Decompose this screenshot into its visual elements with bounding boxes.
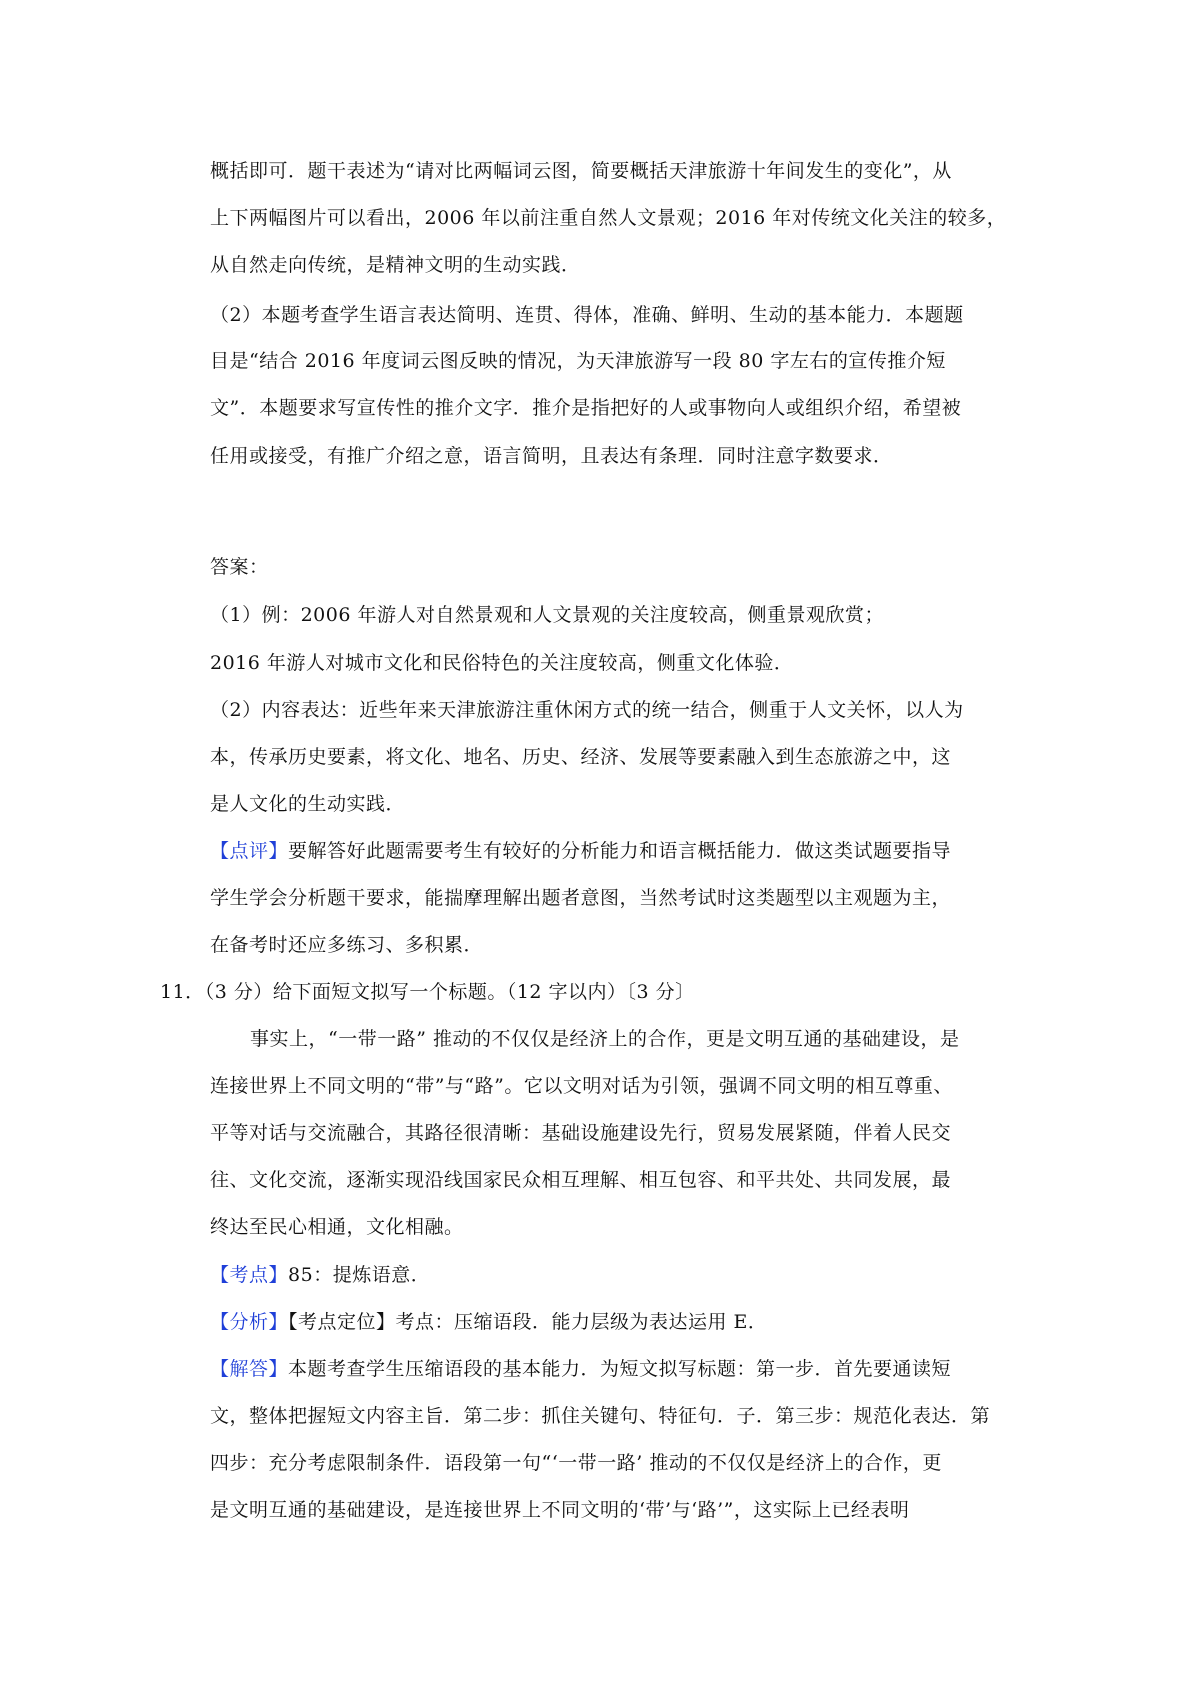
analysis-line: 任用或接受，有推广介绍之意，语言简明，且表达有条理．同时注意字数要求． — [210, 445, 893, 467]
kaodian-text: 85：提炼语意． — [288, 1264, 431, 1286]
passage-line: 终达至民心相通，文化相融。 — [210, 1216, 464, 1238]
kaodian-tag: 【考点】 — [210, 1264, 289, 1286]
jieda-line — [210, 1356, 951, 1382]
analysis-line: 目是“结合 2016 年度词云图反映的情况，为天津旅游写一段 80 字左右的宣传推介短 — [210, 350, 946, 372]
jieda-line: 是文明互通的基础建设，是连接世界上不同文明的‘带’与‘路’”，这实际上已经表明 — [210, 1499, 910, 1521]
analysis-line: 从自然走向传统，是精神文明的生动实践． — [210, 254, 581, 276]
answer-line: 是人文化的生动实践． — [210, 793, 406, 815]
answer-line: 2016 年游人对城市文化和民俗特色的关注度较高，侧重文化体验． — [210, 652, 794, 674]
analysis-line: 上下两幅图片可以看出，2006 年以前注重自然人文景观；2016 年对传统文化关注的较多， — [210, 207, 1007, 229]
comment-text: 要解答好此题需要考生有较好的分析能力和语言概括能力．做这类试题要指导 — [288, 840, 952, 862]
fenxi-text: 【考点定位】考点：压缩语段．能力层级为表达运用 E． — [288, 1311, 768, 1333]
passage-line: 平等对话与交流融合，其路径很清晰：基础设施建设先行，贸易发展紧随，伴着人民交 — [210, 1122, 952, 1144]
question-stem: （3 分）给下面短文拟写一个标题。（12 字以内）〔3 分〕 — [204, 981, 695, 1003]
comment-line — [210, 838, 951, 864]
fenxi-tag: 【分析】 — [210, 1311, 289, 1333]
jieda-tag: 【解答】 — [210, 1358, 289, 1380]
question-stem-line — [160, 979, 695, 1005]
analysis-line: （2）本题考查学生语言表达简明、连贯、得体，准确、鲜明、生动的基本能力．本题题 — [210, 304, 964, 326]
question-number: 11． — [160, 981, 205, 1003]
passage-line: 事实上，“一带一路” 推动的不仅仅是经济上的合作，更是文明互通的基础建设，是 — [250, 1028, 960, 1050]
analysis-line: 文”．本题要求写宣传性的推介文字．推介是指把好的人或事物向人或组织介绍，希望被 — [210, 397, 962, 419]
answer-label: 答案： — [210, 556, 269, 578]
jieda-line: 文，整体把握短文内容主旨．第二步：抓住关键句、特征句．子．第三步：规范化表达．第 — [210, 1405, 991, 1427]
kaodian-line — [210, 1262, 430, 1288]
passage-line: 连接世界上不同文明的“带”与“路”。它以文明对话为引领，强调不同文明的相互尊重、 — [210, 1075, 953, 1097]
comment-tag: 【点评】 — [210, 840, 289, 862]
jieda-text: 本题考查学生压缩语段的基本能力．为短文拟写标题：第一步．首先要通读短 — [288, 1358, 952, 1380]
passage-line: 往、文化交流，逐渐实现沿线国家民众相互理解、相互包容、和平共处、共同发展，最 — [210, 1169, 952, 1191]
fenxi-line — [210, 1309, 767, 1335]
answer-line: （2）内容表达：近些年来天津旅游注重休闲方式的统一结合，侧重于人文关怀，以人为 — [210, 699, 964, 721]
answer-line: （1）例：2006 年游人对自然景观和人文景观的关注度较高，侧重景观欣赏； — [210, 604, 884, 626]
analysis-line: 概括即可．题干表述为“请对比两幅词云图，简要概括天津旅游十年间发生的变化”，从 — [210, 160, 952, 182]
jieda-line: 四步：充分考虑限制条件．语段第一句“‘一带一路’ 推动的不仅仅是经济上的合作，更 — [210, 1452, 942, 1474]
comment-line: 学生学会分析题干要求，能揣摩理解出题者意图，当然考试时这类题型以主观题为主， — [210, 887, 952, 909]
answer-line: 本，传承历史要素，将文化、地名、历史、经济、发展等要素融入到生态旅游之中，这 — [210, 746, 952, 768]
comment-line: 在备考时还应多练习、多积累． — [210, 934, 484, 956]
